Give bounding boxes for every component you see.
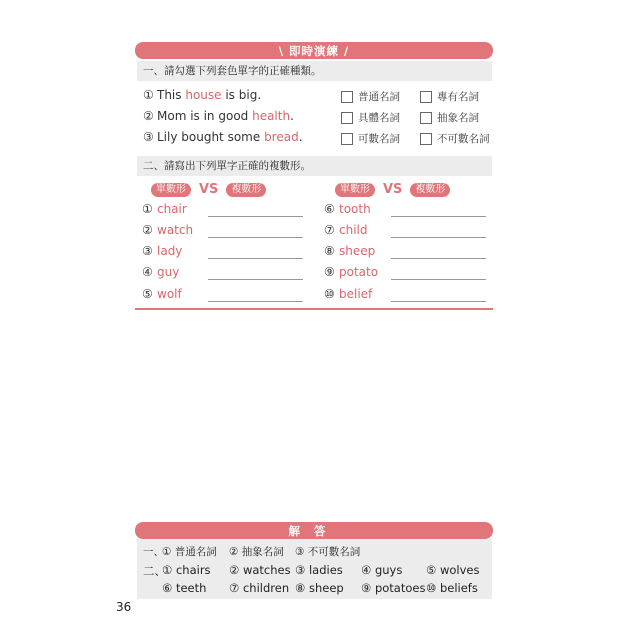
answer-blank[interactable] xyxy=(391,237,486,238)
option-countable-noun[interactable] xyxy=(341,131,400,146)
option-proper-noun[interactable] xyxy=(420,89,479,104)
sentence-text: . xyxy=(298,130,303,144)
answer-blank[interactable] xyxy=(208,279,303,280)
section1-heading: 一、請勾選下列套色單字的正確種類。 xyxy=(137,61,492,81)
vs-label: VS xyxy=(383,182,403,197)
option-label: 不可數名詞 xyxy=(437,133,490,145)
word-text: lady xyxy=(157,244,183,258)
answer-blank[interactable] xyxy=(208,216,303,217)
word-item xyxy=(142,202,187,216)
word-text: belief xyxy=(339,287,373,301)
answer-item: ⑧ sheep xyxy=(295,581,344,595)
word-item xyxy=(324,287,372,301)
option-concrete-noun[interactable] xyxy=(341,110,400,125)
section2-heading: 二、請寫出下列單字正確的複數形。 xyxy=(137,156,492,176)
vs-label: VS xyxy=(199,182,219,197)
answer-prefix: 二、 xyxy=(143,564,166,578)
word-number: ③ xyxy=(142,244,153,258)
sentence-number: ② xyxy=(143,109,154,123)
answer-blank[interactable] xyxy=(208,258,303,259)
option-label: 可數名詞 xyxy=(358,133,400,145)
word-number: ⑤ xyxy=(142,287,153,301)
answer-item: ⑦ children xyxy=(229,581,290,595)
word-number: ④ xyxy=(142,265,153,279)
option-uncountable-noun[interactable] xyxy=(420,131,490,146)
sentence-2 xyxy=(143,109,294,123)
answer-item: ② 抽象名詞 xyxy=(229,546,284,558)
singular-pill: 單數形 xyxy=(151,183,191,197)
word-item xyxy=(324,202,371,216)
checkbox[interactable] xyxy=(341,91,353,103)
answer-blank[interactable] xyxy=(208,301,303,302)
answer-item: ⑩ beliefs xyxy=(426,581,478,595)
sentence-text: Lily bought some xyxy=(157,130,265,144)
checkbox[interactable] xyxy=(420,112,432,124)
word-text: sheep xyxy=(339,244,376,258)
word-number: ⑩ xyxy=(324,287,335,301)
sentence-text: Mom is in good xyxy=(157,109,253,123)
option-label: 抽象名詞 xyxy=(437,112,479,124)
answer-blank[interactable] xyxy=(391,279,486,280)
word-number: ⑥ xyxy=(324,202,335,216)
checkbox[interactable] xyxy=(341,112,353,124)
page-number: 36 xyxy=(116,600,132,614)
answer-item: ① chairs xyxy=(162,563,211,577)
word-item xyxy=(142,265,179,279)
highlight-word: health xyxy=(252,109,291,123)
highlight-word: house xyxy=(185,88,222,102)
answer-item: ⑤ wolves xyxy=(426,563,480,577)
word-text: child xyxy=(339,223,368,237)
option-abstract-noun[interactable] xyxy=(420,110,479,125)
option-common-noun[interactable] xyxy=(341,89,400,104)
word-item xyxy=(324,265,378,279)
option-label: 普通名詞 xyxy=(358,91,400,103)
practice-banner: \ 即時演練 / xyxy=(135,42,493,59)
word-text: chair xyxy=(157,202,187,216)
plural-pill: 複數形 xyxy=(226,183,266,197)
label-row-right xyxy=(335,182,450,197)
answer-item: ③ 不可數名詞 xyxy=(295,546,361,558)
answer-blank[interactable] xyxy=(391,301,486,302)
sentence-number: ① xyxy=(143,88,154,102)
sentence-text: is big. xyxy=(221,88,262,102)
checkbox[interactable] xyxy=(341,133,353,145)
answer-blank[interactable] xyxy=(391,216,486,217)
answer-item: ④ guys xyxy=(361,563,403,577)
word-number: ⑦ xyxy=(324,223,335,237)
word-text: potato xyxy=(339,265,379,279)
sentence-text: This xyxy=(157,88,186,102)
answer-item: ③ ladies xyxy=(295,563,343,577)
label-row-left xyxy=(151,182,266,197)
answer-item: ① 普通名詞 xyxy=(162,546,217,558)
answer-item: ⑨ potatoes xyxy=(361,581,426,595)
section-divider xyxy=(135,308,493,310)
highlight-word: bread xyxy=(264,130,299,144)
answer-banner: 解答 xyxy=(135,522,493,539)
sentence-text: . xyxy=(290,109,294,123)
checkbox[interactable] xyxy=(420,91,432,103)
option-label: 具體名詞 xyxy=(358,112,400,124)
plural-pill: 複數形 xyxy=(410,183,450,197)
answer-blank[interactable] xyxy=(208,237,303,238)
word-number: ⑧ xyxy=(324,244,335,258)
word-text: watch xyxy=(157,223,194,237)
word-item xyxy=(324,244,375,258)
sentence-1 xyxy=(143,88,261,102)
word-item xyxy=(142,244,182,258)
word-item xyxy=(142,287,182,301)
sentence-3 xyxy=(143,130,303,144)
answer-item: ② watches xyxy=(229,563,291,577)
answer-blank[interactable] xyxy=(391,258,486,259)
word-text: guy xyxy=(157,265,180,279)
word-text: wolf xyxy=(157,287,182,301)
word-number: ⑨ xyxy=(324,265,335,279)
word-item xyxy=(324,223,368,237)
word-number: ① xyxy=(142,202,153,216)
word-text: tooth xyxy=(339,202,371,216)
answer-item: ⑥ teeth xyxy=(162,581,207,595)
checkbox[interactable] xyxy=(420,133,432,145)
sentence-number: ③ xyxy=(143,130,154,144)
word-number: ② xyxy=(142,223,153,237)
word-item xyxy=(142,223,193,237)
answer-prefix: 一、 xyxy=(143,546,164,558)
singular-pill: 單數形 xyxy=(335,183,375,197)
option-label: 專有名詞 xyxy=(437,91,479,103)
